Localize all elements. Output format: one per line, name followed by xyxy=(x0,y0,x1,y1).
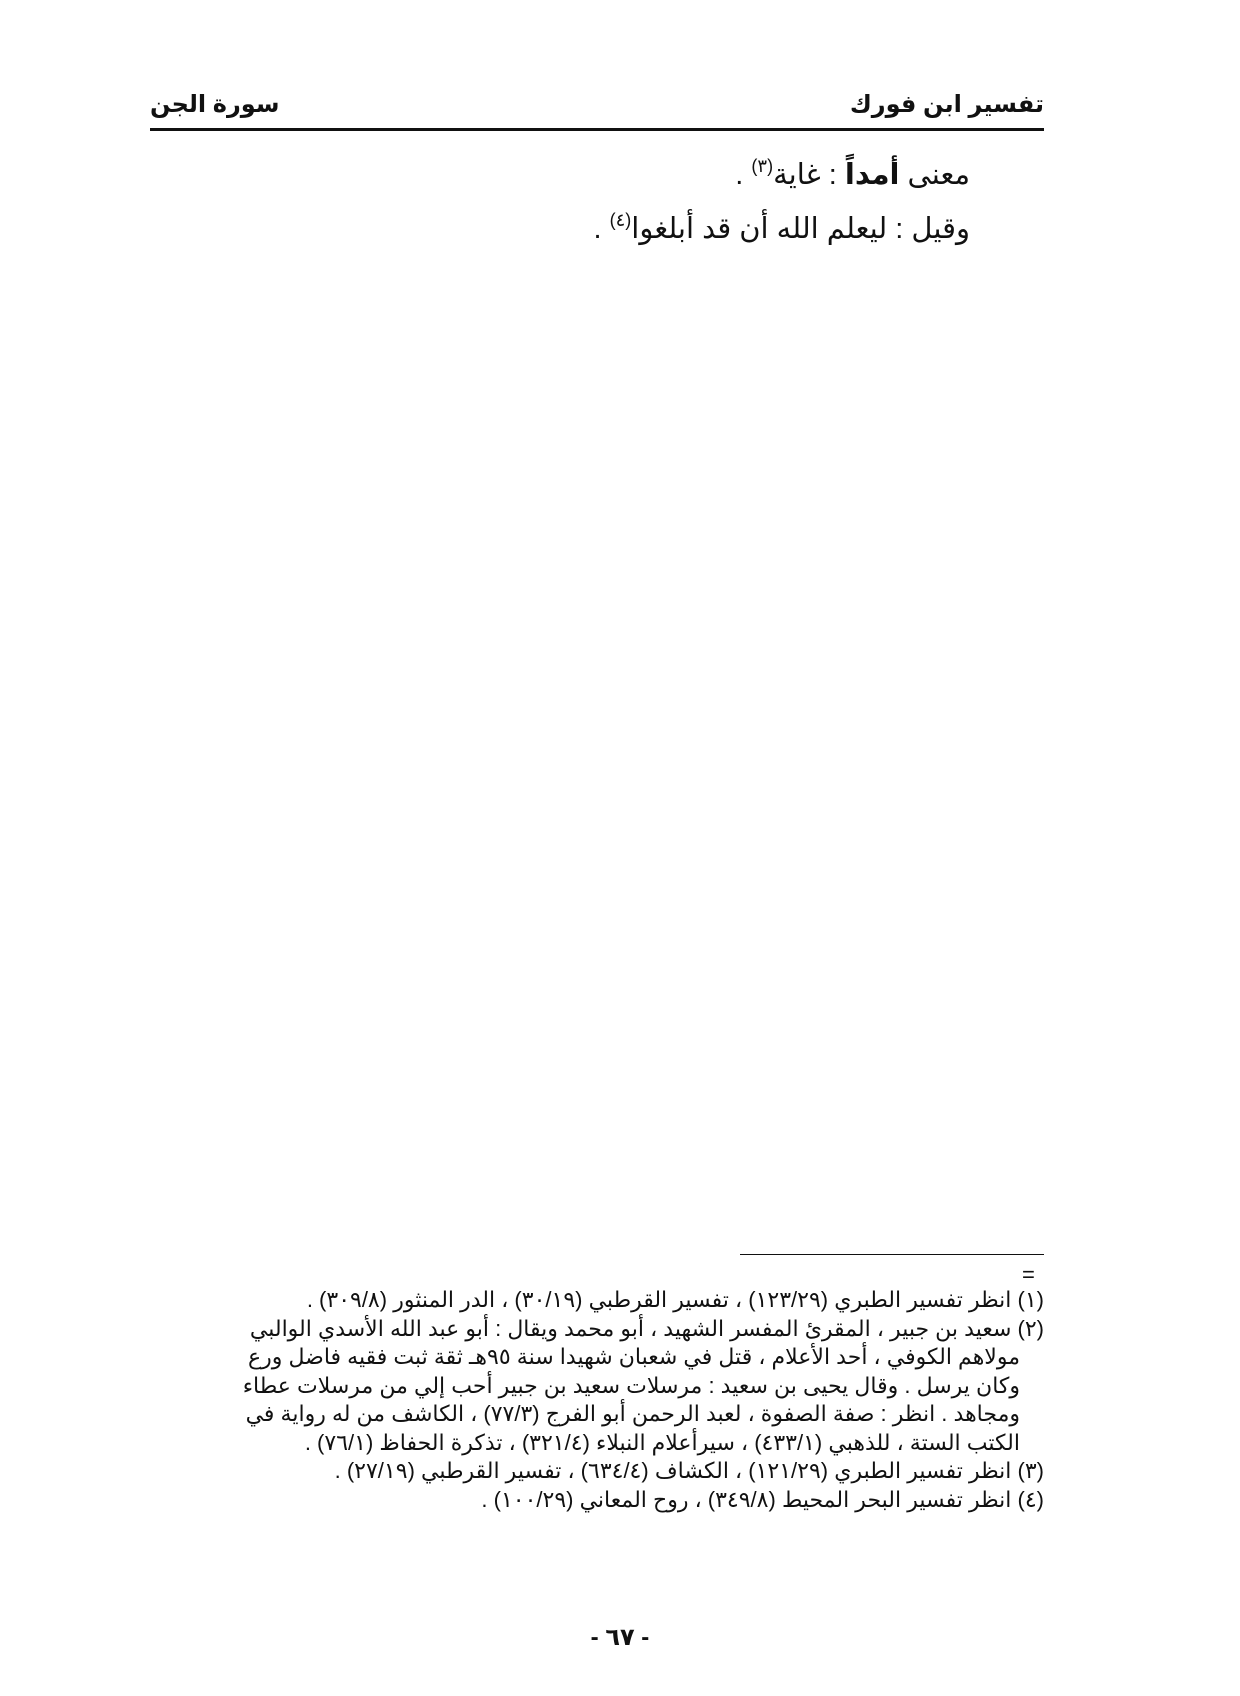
footnote-2: (٢) سعيد بن جبير ، المقرئ المفسر الشهيد ، أبو محمد ويقال : أبو عبد الله الأسدي الوالبي xyxy=(249,1315,1044,1341)
footnote-continuation-mark: = xyxy=(1022,1262,1035,1287)
footnote-3: (٣) انظر تفسير الطبري (١٢١/٢٩) ، الكشاف (٦٣٤/٤) ، تفسير القرطبي (٢٧/١٩) . xyxy=(334,1458,1044,1483)
line1-middle: : غاية xyxy=(773,159,845,191)
main-text xyxy=(150,148,970,256)
footnotes xyxy=(150,1286,1044,1514)
footnote-ref-4: (٤) xyxy=(609,210,632,230)
footnote-4: (٤) انظر تفسير البحر المحيط (٣٤٩/٨) ، روح المعاني (١٠٠/٢٩) . xyxy=(481,1486,1044,1512)
line1-bold-word: أمداً xyxy=(844,159,900,191)
footnote-2-cont-3: ومجاهد . انظر : صفة الصفوة ، لعبد الرحمن أبو الفرج (٧٧/٣) ، الكاشف من له رواية في xyxy=(245,1401,1020,1426)
footnote-rule xyxy=(740,1254,1044,1255)
text-line-1 xyxy=(150,148,970,202)
book-title: تفسير ابن فورك xyxy=(849,90,1044,118)
footnote-ref-3: (٣) xyxy=(751,156,774,176)
page-number: - ٦٧ - xyxy=(590,1624,650,1651)
header-rule xyxy=(150,128,1044,131)
footnote-2-cont-2: وكان يرسل . وقال يحيى بن سعيد : مرسلات سعيد بن جبير أحب إلي من مرسلات عطاء xyxy=(242,1372,1020,1398)
line1-prefix: معنى xyxy=(899,159,970,191)
footnote-2-cont-1: مولاهم الكوفي ، أحد الأعلام ، قتل في شعبان شهيدا سنة ٩٥هـ ثقة ثبت فقيه فاضل ورع xyxy=(248,1344,1020,1369)
footnote-1: (١) انظر تفسير الطبري (١٢٣/٢٩) ، تفسير القرطبي (٣٠/١٩) ، الدر المنثور (٣٠٩/٨) . xyxy=(306,1287,1044,1312)
running-header xyxy=(150,84,1044,124)
text-line-2 xyxy=(150,202,970,256)
line2-end: . xyxy=(593,213,610,245)
footnote-2-cont-4: الكتب الستة ، للذهبي (٤٣٣/١) ، سيرأعلام النبلاء (٣٢١/٤) ، تذكرة الحفاظ (٧٦/١) . xyxy=(304,1429,1020,1455)
line2-text: وقيل : ليعلم الله أن قد أبلغوا xyxy=(631,213,970,245)
surah-title: سورة الجن xyxy=(150,90,280,118)
line1-end: . xyxy=(735,159,752,191)
